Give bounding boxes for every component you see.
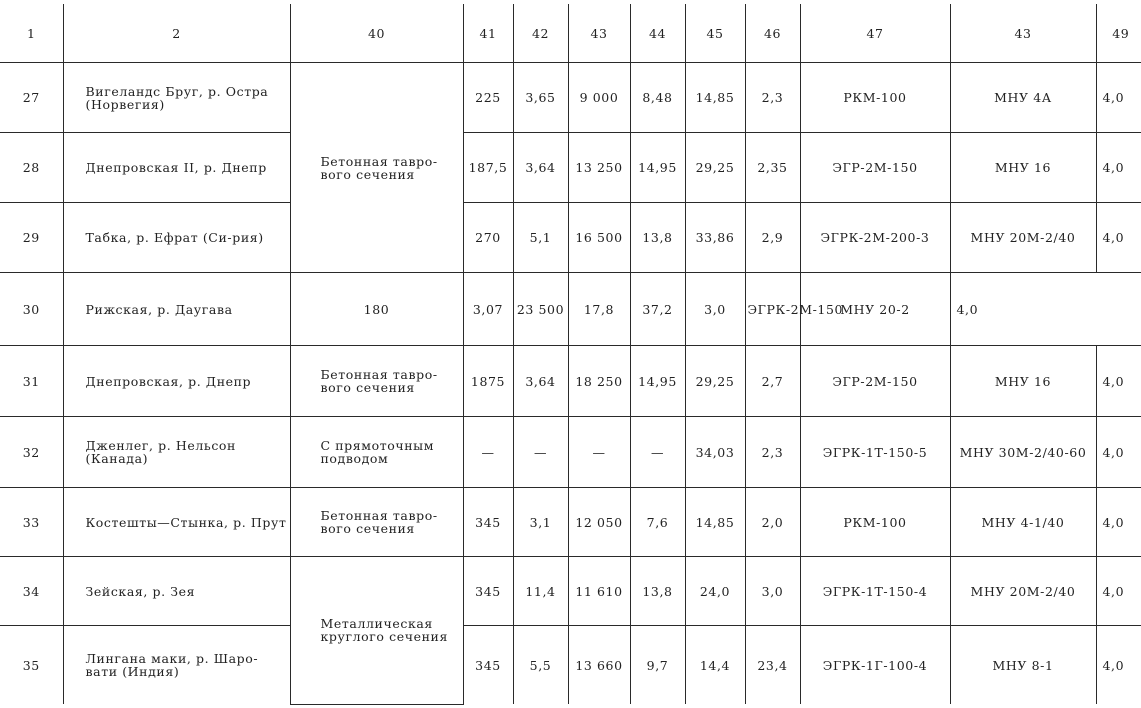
value-cell: 13 660: [568, 626, 630, 705]
value-cell: 3,0: [745, 557, 800, 626]
table-row: [0, 133, 1141, 203]
value-cell: 3,1: [513, 488, 568, 557]
value-cell: 29,25: [685, 346, 745, 417]
row-number-cell: 35: [0, 626, 63, 705]
value-cell: —: [463, 417, 513, 488]
value-cell: 13,8: [630, 557, 685, 626]
value-cell: 4,0: [1096, 133, 1141, 203]
value-cell: 270: [463, 203, 513, 273]
value-cell: 3,64: [513, 346, 568, 417]
value-cell: РКМ-100: [800, 488, 950, 557]
table-row: [0, 626, 1141, 705]
value-cell: 345: [463, 557, 513, 626]
header-cell: 1: [0, 4, 63, 63]
value-cell: —: [513, 417, 568, 488]
value-cell: 16 500: [568, 203, 630, 273]
value-cell: 345: [463, 488, 513, 557]
value-cell: 4,0: [950, 273, 1096, 346]
station-name-cell: Табка, р. Ефрат (Си-рия): [63, 203, 290, 273]
station-name-cell: Днепровская II, р. Днепр: [63, 133, 290, 203]
row-number-cell: 34: [0, 557, 63, 626]
value-cell: 23 500: [513, 273, 568, 346]
value-cell: 33,86: [685, 203, 745, 273]
value-cell: 13 250: [568, 133, 630, 203]
row-number-cell: 27: [0, 63, 63, 133]
station-name-cell: Дженлег, р. Нельсон (Канада): [63, 417, 290, 488]
value-cell: МНУ 8-1: [950, 626, 1096, 705]
table-row: [0, 417, 1141, 488]
header-row: [0, 4, 1141, 63]
station-name-cell: Зейская, р. Зея: [63, 557, 290, 626]
value-cell: 5,1: [513, 203, 568, 273]
value-cell: 4,0: [1096, 488, 1141, 557]
value-cell: 12 050: [568, 488, 630, 557]
row-number-cell: 28: [0, 133, 63, 203]
value-cell: 2,0: [745, 488, 800, 557]
value-cell: 14,85: [685, 63, 745, 133]
value-cell: 2,9: [745, 203, 800, 273]
header-cell: 49: [1096, 4, 1141, 63]
value-cell: МНУ 20М-2/40: [950, 203, 1096, 273]
header-cell: 2: [63, 4, 290, 63]
header-cell: 45: [685, 4, 745, 63]
chamber-type-cell: С прямоточным подводом: [290, 417, 463, 488]
value-cell: 180: [290, 273, 463, 346]
value-cell: 3,64: [513, 133, 568, 203]
table-row: [0, 346, 1141, 417]
table-row: [0, 203, 1141, 273]
value-cell: МНУ 16: [950, 346, 1096, 417]
header-cell: 47: [800, 4, 950, 63]
value-cell: 13,8: [630, 203, 685, 273]
station-name-cell: Днепровская, р. Днепр: [63, 346, 290, 417]
station-name-cell: Лингана маки, р. Шаро-вати (Индия): [63, 626, 290, 705]
station-name-cell: Костешты—Стынка, р. Прут: [63, 488, 290, 557]
value-cell: 187,5: [463, 133, 513, 203]
table-row: [0, 63, 1141, 133]
row-number-cell: 29: [0, 203, 63, 273]
value-cell: 18 250: [568, 346, 630, 417]
value-cell: 5,5: [513, 626, 568, 705]
header-cell: 43: [568, 4, 630, 63]
value-cell: 2,3: [745, 417, 800, 488]
value-cell: 225: [463, 63, 513, 133]
value-cell: 1875: [463, 346, 513, 417]
table-row: [0, 488, 1141, 557]
row-number-cell: 31: [0, 346, 63, 417]
header-cell: 40: [290, 4, 463, 63]
value-cell: ЭГРК-1Т-150-5: [800, 417, 950, 488]
value-cell: 2,7: [745, 346, 800, 417]
value-cell: 17,8: [568, 273, 630, 346]
value-cell: 4,0: [1096, 203, 1141, 273]
value-cell: ЭГРК-2М-150: [745, 273, 800, 346]
value-cell: МНУ 16: [950, 133, 1096, 203]
header-cell: 44: [630, 4, 685, 63]
value-cell: МНУ 4А: [950, 63, 1096, 133]
value-cell: МНУ 30М-2/40-60: [950, 417, 1096, 488]
value-cell: 24,0: [685, 557, 745, 626]
value-cell: 4,0: [1096, 417, 1141, 488]
header-cell: 41: [463, 4, 513, 63]
row-number-cell: 33: [0, 488, 63, 557]
value-cell: 11,4: [513, 557, 568, 626]
value-cell: 345: [463, 626, 513, 705]
value-cell: 3,07: [463, 273, 513, 346]
station-name-cell: Вигеландс Бруг, р. Остра (Норвегия): [63, 63, 290, 133]
value-cell: МНУ 20-2: [800, 273, 950, 346]
table-row: [0, 557, 1141, 626]
header-cell: 43: [950, 4, 1096, 63]
header-cell: 46: [745, 4, 800, 63]
value-cell: ЭГРК-1Т-150-4: [800, 557, 950, 626]
chamber-type-cell: Бетонная тавро-вого сечения: [290, 488, 463, 557]
row-number-cell: 30: [0, 273, 63, 346]
value-cell: 23,4: [745, 626, 800, 705]
value-cell: 4,0: [1096, 557, 1141, 626]
value-cell: 4,0: [1096, 63, 1141, 133]
value-cell: 11 610: [568, 557, 630, 626]
value-cell: 4,0: [1096, 626, 1141, 705]
value-cell: 14,95: [630, 133, 685, 203]
value-cell: 7,6: [630, 488, 685, 557]
value-cell: 8,48: [630, 63, 685, 133]
value-cell: 9,7: [630, 626, 685, 705]
value-cell: ЭГР-2М-150: [800, 133, 950, 203]
chamber-type-cell: Бетонная тавро-вого сечения: [290, 346, 463, 417]
value-cell: ЭГРК-1Г-100-4: [800, 626, 950, 705]
value-cell: 34,03: [685, 417, 745, 488]
value-cell: 2,3: [745, 63, 800, 133]
value-cell: 2,35: [745, 133, 800, 203]
value-cell: 9 000: [568, 63, 630, 133]
header-cell: 42: [513, 4, 568, 63]
value-cell: 3,65: [513, 63, 568, 133]
value-cell: —: [630, 417, 685, 488]
value-cell: 29,25: [685, 133, 745, 203]
station-name-cell: Рижская, р. Даугава: [63, 273, 290, 346]
value-cell: ЭГРК-2М-200-3: [800, 203, 950, 273]
value-cell: РКМ-100: [800, 63, 950, 133]
value-cell: ЭГР-2М-150: [800, 346, 950, 417]
value-cell: 14,95: [630, 346, 685, 417]
value-cell: 14,4: [685, 626, 745, 705]
value-cell: МНУ 4-1/40: [950, 488, 1096, 557]
value-cell: МНУ 20М-2/40: [950, 557, 1096, 626]
row-number-cell: 32: [0, 417, 63, 488]
value-cell: 4,0: [1096, 346, 1141, 417]
value-cell: 14,85: [685, 488, 745, 557]
turbine-data-table: [0, 4, 1141, 705]
value-cell: 37,2: [630, 273, 685, 346]
chamber-type-cell: Бетонная тавро-вого сечения: [290, 63, 463, 273]
chamber-type-cell: Металлическая круглого сечения: [290, 557, 463, 705]
table-row: [0, 273, 1141, 346]
value-cell: —: [568, 417, 630, 488]
value-cell: 3,0: [685, 273, 745, 346]
